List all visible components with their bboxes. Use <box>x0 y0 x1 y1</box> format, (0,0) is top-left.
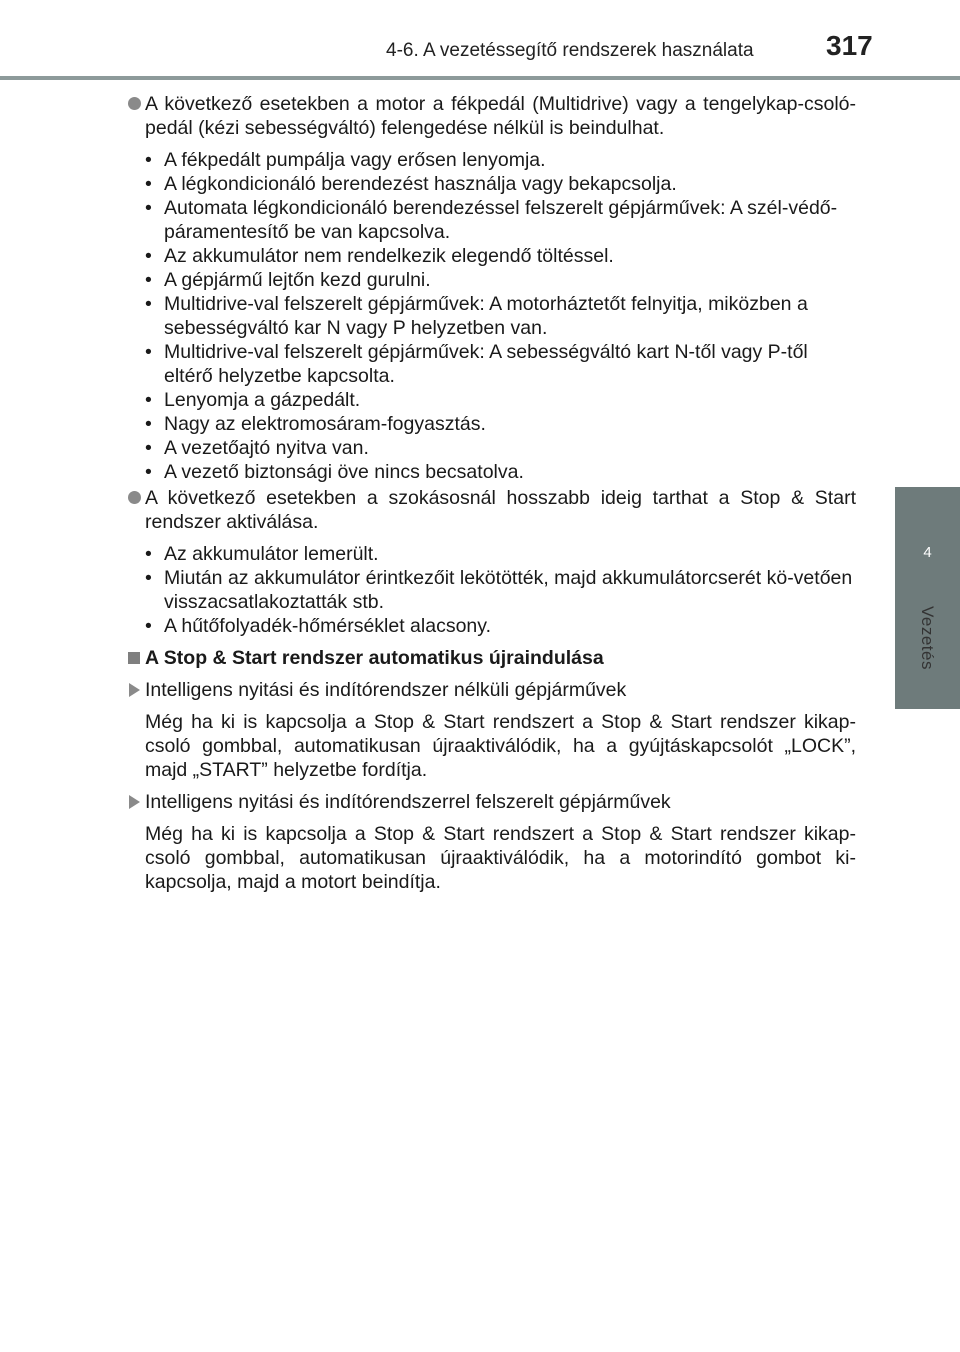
section-heading <box>128 646 856 670</box>
bullet-item: • A gépjármű lejtőn kezd gurulni. <box>145 268 856 292</box>
list-item <box>128 92 856 140</box>
bullet-item: • Az akkumulátor nem rendelkezik elegendő töltéssel. <box>145 244 856 268</box>
bullet-item: • A légkondicionáló berendezést használja vagy bekapcsolja. <box>145 172 856 196</box>
page-content <box>128 92 856 902</box>
subsection-text: Még ha ki is kapcsolja a Stop & Start rendszert a Stop & Start rendszer kikap-csoló gombbal, automatikusan újraaktiválódik, ha a motorindító gombot ki-kapcsolja, majd a motort beindítja. <box>145 823 856 893</box>
header-divider <box>0 76 960 80</box>
subsection-heading-text: Intelligens nyitási és indítórendszerrel felszerelt gépjárművek <box>145 791 671 813</box>
bullet-item: • Multidrive-val felszerelt gépjárművek: A sebességváltó kart N-től vagy P-től eltérő helyzetbe kapcsolta. <box>145 340 856 388</box>
circle-bullet-icon <box>128 491 141 504</box>
paragraph-text: A következő esetekben a motor a fékpedál (Multidrive) vagy a tengelykap-csoló-pedál (kézi sebességváltó) felengedése nélkül is beindulhat. <box>145 93 856 139</box>
chapter-number: 4 <box>923 544 932 561</box>
bullet-item: • Az akkumulátor lemerült. <box>145 542 856 566</box>
subsection-heading <box>128 790 856 814</box>
triangle-right-icon <box>129 795 140 809</box>
bullet-item: • A vezető biztonsági öve nincs becsatolva. <box>145 460 856 484</box>
page-number: 317 <box>826 30 873 61</box>
subsection-text: Még ha ki is kapcsolja a Stop & Start rendszert a Stop & Start rendszer kikap-csoló gombbal, automatikusan újraaktiválódik, ha a gyújtáskapcsolót „LOCK”, majd „START” helyzetbe fordítja. <box>145 711 856 781</box>
bullet-item: • Automata légkondicionáló berendezéssel felszerelt gépjárművek: A szél-védő-páramentesítő be van kapcsolva. <box>145 196 856 244</box>
bullet-item: • Lenyomja a gázpedált. <box>145 388 856 412</box>
bullet-list <box>128 148 856 484</box>
circle-bullet-icon <box>128 97 141 110</box>
chapter-label: Vezetés <box>918 606 937 670</box>
bullet-list <box>128 542 856 638</box>
bullet-item: • A hűtőfolyadék-hőmérséklet alacsony. <box>145 614 856 638</box>
list-item <box>128 486 856 534</box>
square-bullet-icon <box>128 652 140 664</box>
bullet-item: • A vezetőajtó nyitva van. <box>145 436 856 460</box>
subsection-heading <box>128 678 856 702</box>
section-heading-text: A Stop & Start rendszer automatikus újraindulása <box>145 647 604 669</box>
bullet-item: • A fékpedált pumpálja vagy erősen lenyomja. <box>145 148 856 172</box>
bullet-item: • Multidrive-val felszerelt gépjárművek: A motorháztetőt felnyitja, miközben a sebességváltó kar N vagy P helyzetben van. <box>145 292 856 340</box>
section-title: 4-6. A vezetéssegítő rendszerek használata <box>386 40 754 61</box>
subsection-heading-text: Intelligens nyitási és indítórendszer nélküli gépjárművek <box>145 679 627 701</box>
triangle-right-icon <box>129 683 140 697</box>
bullet-item: • Miután az akkumulátor érintkezőit lekötötték, majd akkumulátorcserét kö-vetően visszacsatlakoztatták stb. <box>145 566 856 614</box>
paragraph-text: A következő esetekben a szokásosnál hosszabb ideig tarthat a Stop & Start rendszer aktiválása. <box>145 487 856 533</box>
bullet-item: • Nagy az elektromosáram-fogyasztás. <box>145 412 856 436</box>
